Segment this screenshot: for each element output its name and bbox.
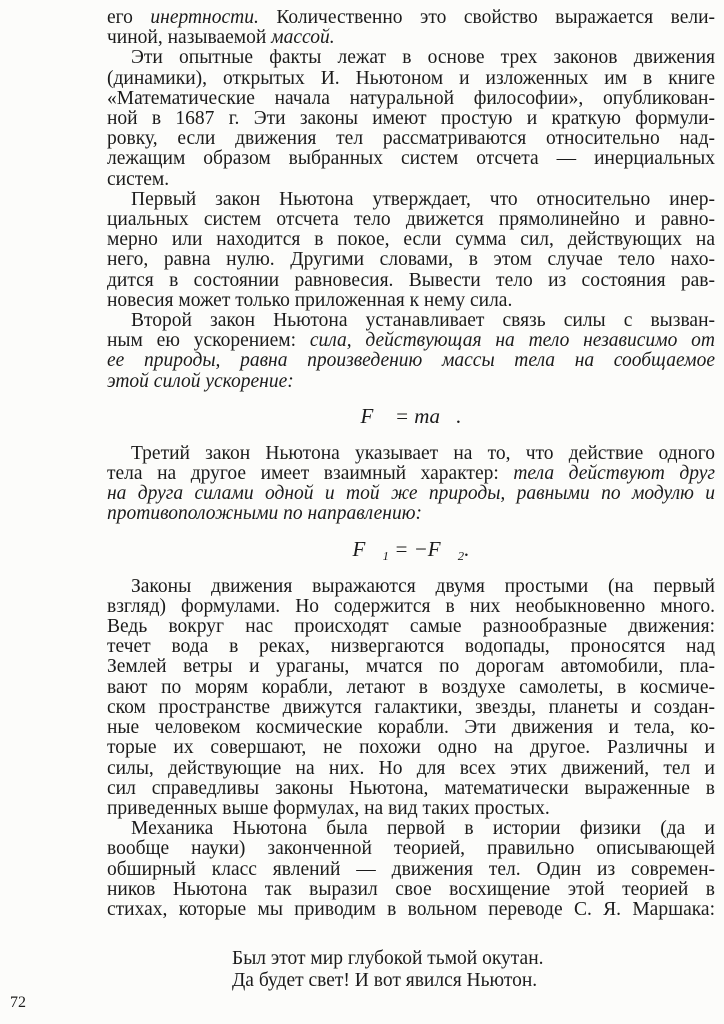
text: Землей ветры и ураганы, мчатся по дорогам автомобили, пла- xyxy=(107,656,715,678)
text-line xyxy=(107,637,715,657)
poem xyxy=(107,948,715,992)
text-line xyxy=(107,69,715,89)
text: силы, действующие на них. Но для всех этих движений, тел и xyxy=(107,757,715,779)
text: ной в 1687 г. Эти законы имеют простую и краткую формули- xyxy=(107,108,715,130)
text: мерно или находится в покое, если сумма сил, действующих на xyxy=(107,229,715,251)
text: ском пространстве движутся галактики, звезды, планеты и создан- xyxy=(107,696,715,718)
text-line xyxy=(107,900,715,920)
paragraph-group xyxy=(107,8,715,190)
text: тела на другое имеет взаимный характер: xyxy=(107,463,514,485)
text-line xyxy=(107,190,715,210)
text-line xyxy=(107,738,715,758)
text: ников Ньютона так выразил свое восхищение этой теорией в xyxy=(107,878,715,900)
text-line xyxy=(107,819,715,839)
text: Третий закон Ньютона указывает на то, что действие одного xyxy=(131,442,715,464)
text: Эти опытные факты лежат в основе трех законов движения xyxy=(131,47,715,69)
text-line xyxy=(107,351,715,371)
italic-text: ее природы, равна произведению массы тела на сообщаемое xyxy=(107,350,715,372)
text-line xyxy=(107,617,715,637)
text: него, равна нулю. Другими словами, в этом случае тело нахо- xyxy=(107,249,715,271)
text-line xyxy=(107,109,715,129)
text: новесия может только приложенная к нему сила. xyxy=(107,289,513,311)
text: ные человеком космические корабли. Эти движения и тела, ко- xyxy=(107,717,715,739)
text-line xyxy=(107,311,715,331)
text-line xyxy=(107,759,715,779)
italic-text: на друга силами одной и той же природы, равными по модулю и xyxy=(107,483,715,505)
text-line xyxy=(107,657,715,677)
text: ным ею ускорением: xyxy=(107,330,310,352)
text-line xyxy=(107,779,715,799)
poem-line: Был этот мир глубокой тьмой окутан. xyxy=(232,948,544,970)
text: торые их совершают, не похожи одно на другое. Различны и xyxy=(107,737,715,759)
text-line xyxy=(107,718,715,738)
text: Количественно это свойство выражается вели- xyxy=(258,7,716,28)
text-line xyxy=(107,372,715,392)
text-column xyxy=(107,8,715,992)
italic-text: инертности. xyxy=(150,7,259,28)
text-line xyxy=(107,89,715,109)
text: чиной, называемой xyxy=(107,27,272,49)
text: взгляд) формулами. Но содержится в них необыкновенно много. xyxy=(107,595,715,617)
text: сил справедливы законы Ньютона, математически выраженные в xyxy=(107,777,715,799)
formula-third-law: F⃗₁ = −F⃗₂. xyxy=(352,536,470,561)
text-line xyxy=(107,48,715,68)
italic-text: тела действуют друг xyxy=(513,463,715,485)
italic-text: массой. xyxy=(271,27,335,49)
page-number: 72 xyxy=(10,994,26,1011)
text: вают по морям корабли, летают в воздухе самолеты, в космиче- xyxy=(107,676,715,698)
text: дится в состоянии равновесия. Вывести тело из состояния рав- xyxy=(107,269,715,291)
text-line xyxy=(107,597,715,617)
poem-line: Да будет свет! И вот явился Ньютон. xyxy=(232,970,538,992)
paragraph-laws-of-motion xyxy=(107,577,715,819)
text: Первый закон Ньютона утверждает, что относительно инер- xyxy=(131,188,715,210)
text-line xyxy=(107,271,715,291)
text-line xyxy=(107,291,715,311)
text-line xyxy=(107,464,715,484)
italic-text: этой силой ускорение: xyxy=(107,370,294,392)
paragraph-first-law xyxy=(107,190,715,311)
text-line xyxy=(107,860,715,880)
text-line xyxy=(107,577,715,597)
paragraph-newton-mechanics xyxy=(107,819,715,920)
paragraph-second-law xyxy=(107,311,715,392)
text: систем. xyxy=(107,168,170,190)
text-line xyxy=(107,210,715,230)
text: Ведь вокруг нас происходят самые разнообразные движения: xyxy=(107,616,715,638)
text: «Математические начала натуральной философии», опубликован- xyxy=(107,87,715,109)
text-line xyxy=(107,799,715,819)
text-line xyxy=(107,230,715,250)
text-line xyxy=(107,880,715,900)
text-line xyxy=(107,839,715,859)
text: Законы движения выражаются двумя простыми (на первый xyxy=(131,575,715,597)
text-line xyxy=(107,444,715,464)
text: обширный класс явлений — движения тел. Один из современ- xyxy=(107,858,715,880)
text-line xyxy=(107,678,715,698)
text: лежащим образом выбранных систем отсчета — инерциальных xyxy=(107,148,715,170)
text-line xyxy=(107,698,715,718)
text-line xyxy=(107,504,715,524)
text: течет вода в реках, низвергаются водопады, проносятся над xyxy=(107,636,715,658)
text-line xyxy=(107,129,715,149)
text-line xyxy=(107,28,715,48)
text: приведенных выше формулах, на вид таких простых. xyxy=(107,797,550,819)
text: циальных систем отсчета тело движется прямолинейно и равно- xyxy=(107,209,715,231)
italic-text: сила, действующая на тело независимо от xyxy=(309,330,715,352)
text: (динамики), открытых И. Ньютоном и изложенных им в книге xyxy=(107,67,715,89)
paragraph-third-law xyxy=(107,444,715,525)
text: Механика Ньютона была первой в истории физики (да и xyxy=(131,818,715,840)
text: стихах, которые мы приводим в вольном переводе С. Я. Маршака: xyxy=(107,898,715,920)
formula-second-law: F⃗ = ma⃗. xyxy=(360,403,462,428)
text-line xyxy=(107,8,715,28)
text-line xyxy=(107,484,715,504)
text-line xyxy=(107,250,715,270)
text-line xyxy=(107,331,715,351)
italic-text: противоположными по направлению: xyxy=(107,503,422,525)
text: вообще науки) законченной теорией, правильно описывающей xyxy=(107,838,715,860)
text-line xyxy=(107,170,715,190)
text-line xyxy=(107,149,715,169)
text: его xyxy=(107,7,151,28)
text: Второй закон Ньютона устанавливает связь силы с вызван- xyxy=(131,310,715,332)
text: ровку, если движения тел рассматриваются относительно над- xyxy=(107,128,715,150)
